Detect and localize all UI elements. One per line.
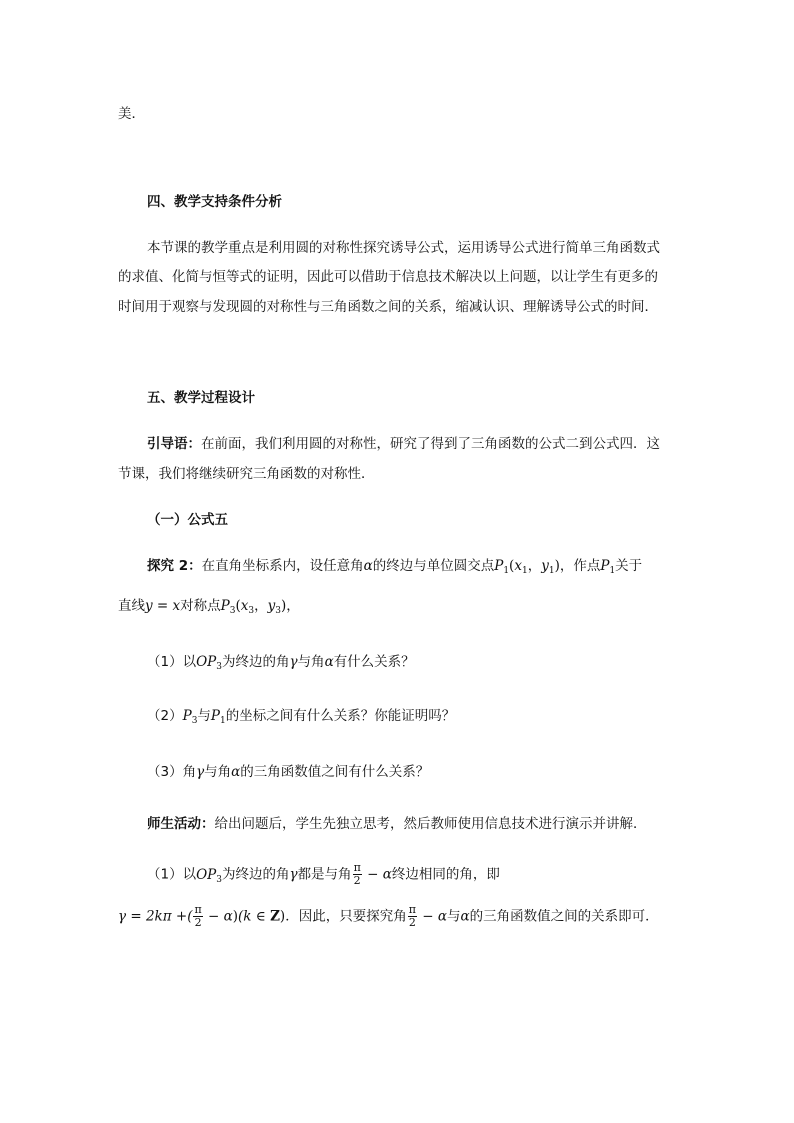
text-fragment: 终边相同的角，即	[391, 866, 500, 883]
intro-line: 节课，我们将继续研究三角函数的对称性．	[118, 466, 375, 482]
intro-label: 引导语：	[147, 436, 201, 452]
math-gamma: γ	[196, 764, 205, 780]
math-k-in-z: (k ∈ Z)	[238, 908, 286, 925]
text-fragment: 的终边与单位圆交点	[372, 558, 495, 574]
text-fragment: 与角	[204, 764, 232, 780]
math-gamma: γ	[289, 654, 298, 670]
text-fragment: ，	[286, 598, 300, 614]
activity-label: 师生活动：	[147, 816, 215, 832]
text-fragment: ，作点	[559, 558, 601, 574]
text-fragment: 的三角函数值之间的关系即可．	[469, 908, 659, 925]
math-op3: $OP_3$	[196, 654, 222, 672]
exploration-label: 探究 2：	[147, 558, 202, 574]
text-fragment: 关于	[615, 558, 643, 574]
intro-text: 在前面，我们利用圆的对称性，研究了得到了三角函数的公式二到公式四．这	[201, 436, 660, 452]
math-gamma: γ	[289, 866, 298, 883]
exploration-line	[118, 596, 300, 616]
text-fragment: （3）角	[147, 764, 197, 780]
math-p1: $P_1$	[600, 558, 616, 576]
exploration-line	[147, 556, 642, 576]
math-minus-alpha: − α	[417, 908, 447, 925]
text-line	[118, 104, 145, 124]
math-point-p1: $P_1(x_1$，$y_1$)	[494, 558, 560, 576]
math-alpha: α	[231, 764, 241, 780]
math-point-p3: $P_3(x_3$，$y_3$)	[220, 598, 287, 616]
text-fragment: 为终边的角	[221, 866, 290, 883]
answer-line	[118, 904, 659, 929]
text-fragment: 都是与角	[297, 866, 352, 883]
math-minus-alpha: − α	[362, 866, 392, 883]
text-fragment: 与角	[297, 654, 325, 670]
question-3	[147, 762, 429, 782]
paragraph-line: 的求值、化简与恒等式的证明，因此可以借助于信息技术解决以上问题，以让学生有更多的	[118, 269, 658, 285]
text-fragment: 有什么关系？	[333, 654, 415, 670]
text-fragment: 与	[197, 708, 211, 724]
text-fragment: 的坐标之间有什么关系？你能证明吗？	[225, 708, 456, 724]
math-alpha: α	[324, 654, 334, 670]
math-fraction-pi-over-2: $\frac{\pi}{2}$	[194, 903, 202, 929]
question-1	[147, 652, 415, 672]
math-minus-alpha: − α)	[203, 908, 239, 925]
text-fragment: 的三角函数值之间有什么关系？	[240, 764, 430, 780]
text-fragment: 美．	[118, 106, 145, 122]
math-line-y-eq-x: y = x	[145, 598, 181, 614]
text-fragment: 与	[446, 908, 461, 925]
intro-line	[147, 434, 660, 454]
math-gamma-formula: γ = 2kπ +(	[118, 908, 193, 925]
text-fragment: 直线	[118, 598, 145, 614]
section-heading-4: 四、教学支持条件分析	[147, 194, 282, 210]
subsection-heading: （一）公式五	[147, 512, 228, 528]
math-fraction-pi-over-2: $\frac{\pi}{2}$	[408, 903, 416, 929]
text-fragment: （1）以	[147, 654, 197, 670]
text-fragment: （2）	[147, 708, 183, 724]
math-alpha: α	[363, 558, 373, 574]
math-fraction-pi-over-2: $\frac{\pi}{2}$	[353, 861, 361, 887]
question-2	[147, 706, 455, 726]
math-op3: $OP_3$	[196, 866, 222, 885]
paragraph-line: 本节课的教学重点是利用圆的对称性探究诱导公式，运用诱导公式进行简单三角函数式	[147, 240, 660, 256]
text-fragment: 在直角坐标系内，设任意角	[201, 558, 364, 574]
math-alpha: α	[460, 908, 470, 925]
text-fragment: 为终边的角	[221, 654, 290, 670]
math-p3: $P_3$	[182, 708, 198, 726]
math-p1: $P_1$	[210, 708, 226, 726]
answer-line	[147, 862, 500, 887]
text-fragment: ．因此，只要探究角	[285, 908, 407, 925]
paragraph-line: 时间用于观察与发现圆的对称性与三角函数之间的关系，缩减认识、理解诱导公式的时间．	[118, 299, 658, 315]
activity-line	[147, 814, 647, 834]
text-fragment: （1）以	[147, 866, 197, 883]
text-fragment: 对称点	[180, 598, 221, 614]
section-heading-5: 五、教学过程设计	[147, 390, 255, 406]
text-fragment: 给出问题后，学生先独立思考，然后教师使用信息技术进行演示并讲解．	[214, 816, 647, 832]
